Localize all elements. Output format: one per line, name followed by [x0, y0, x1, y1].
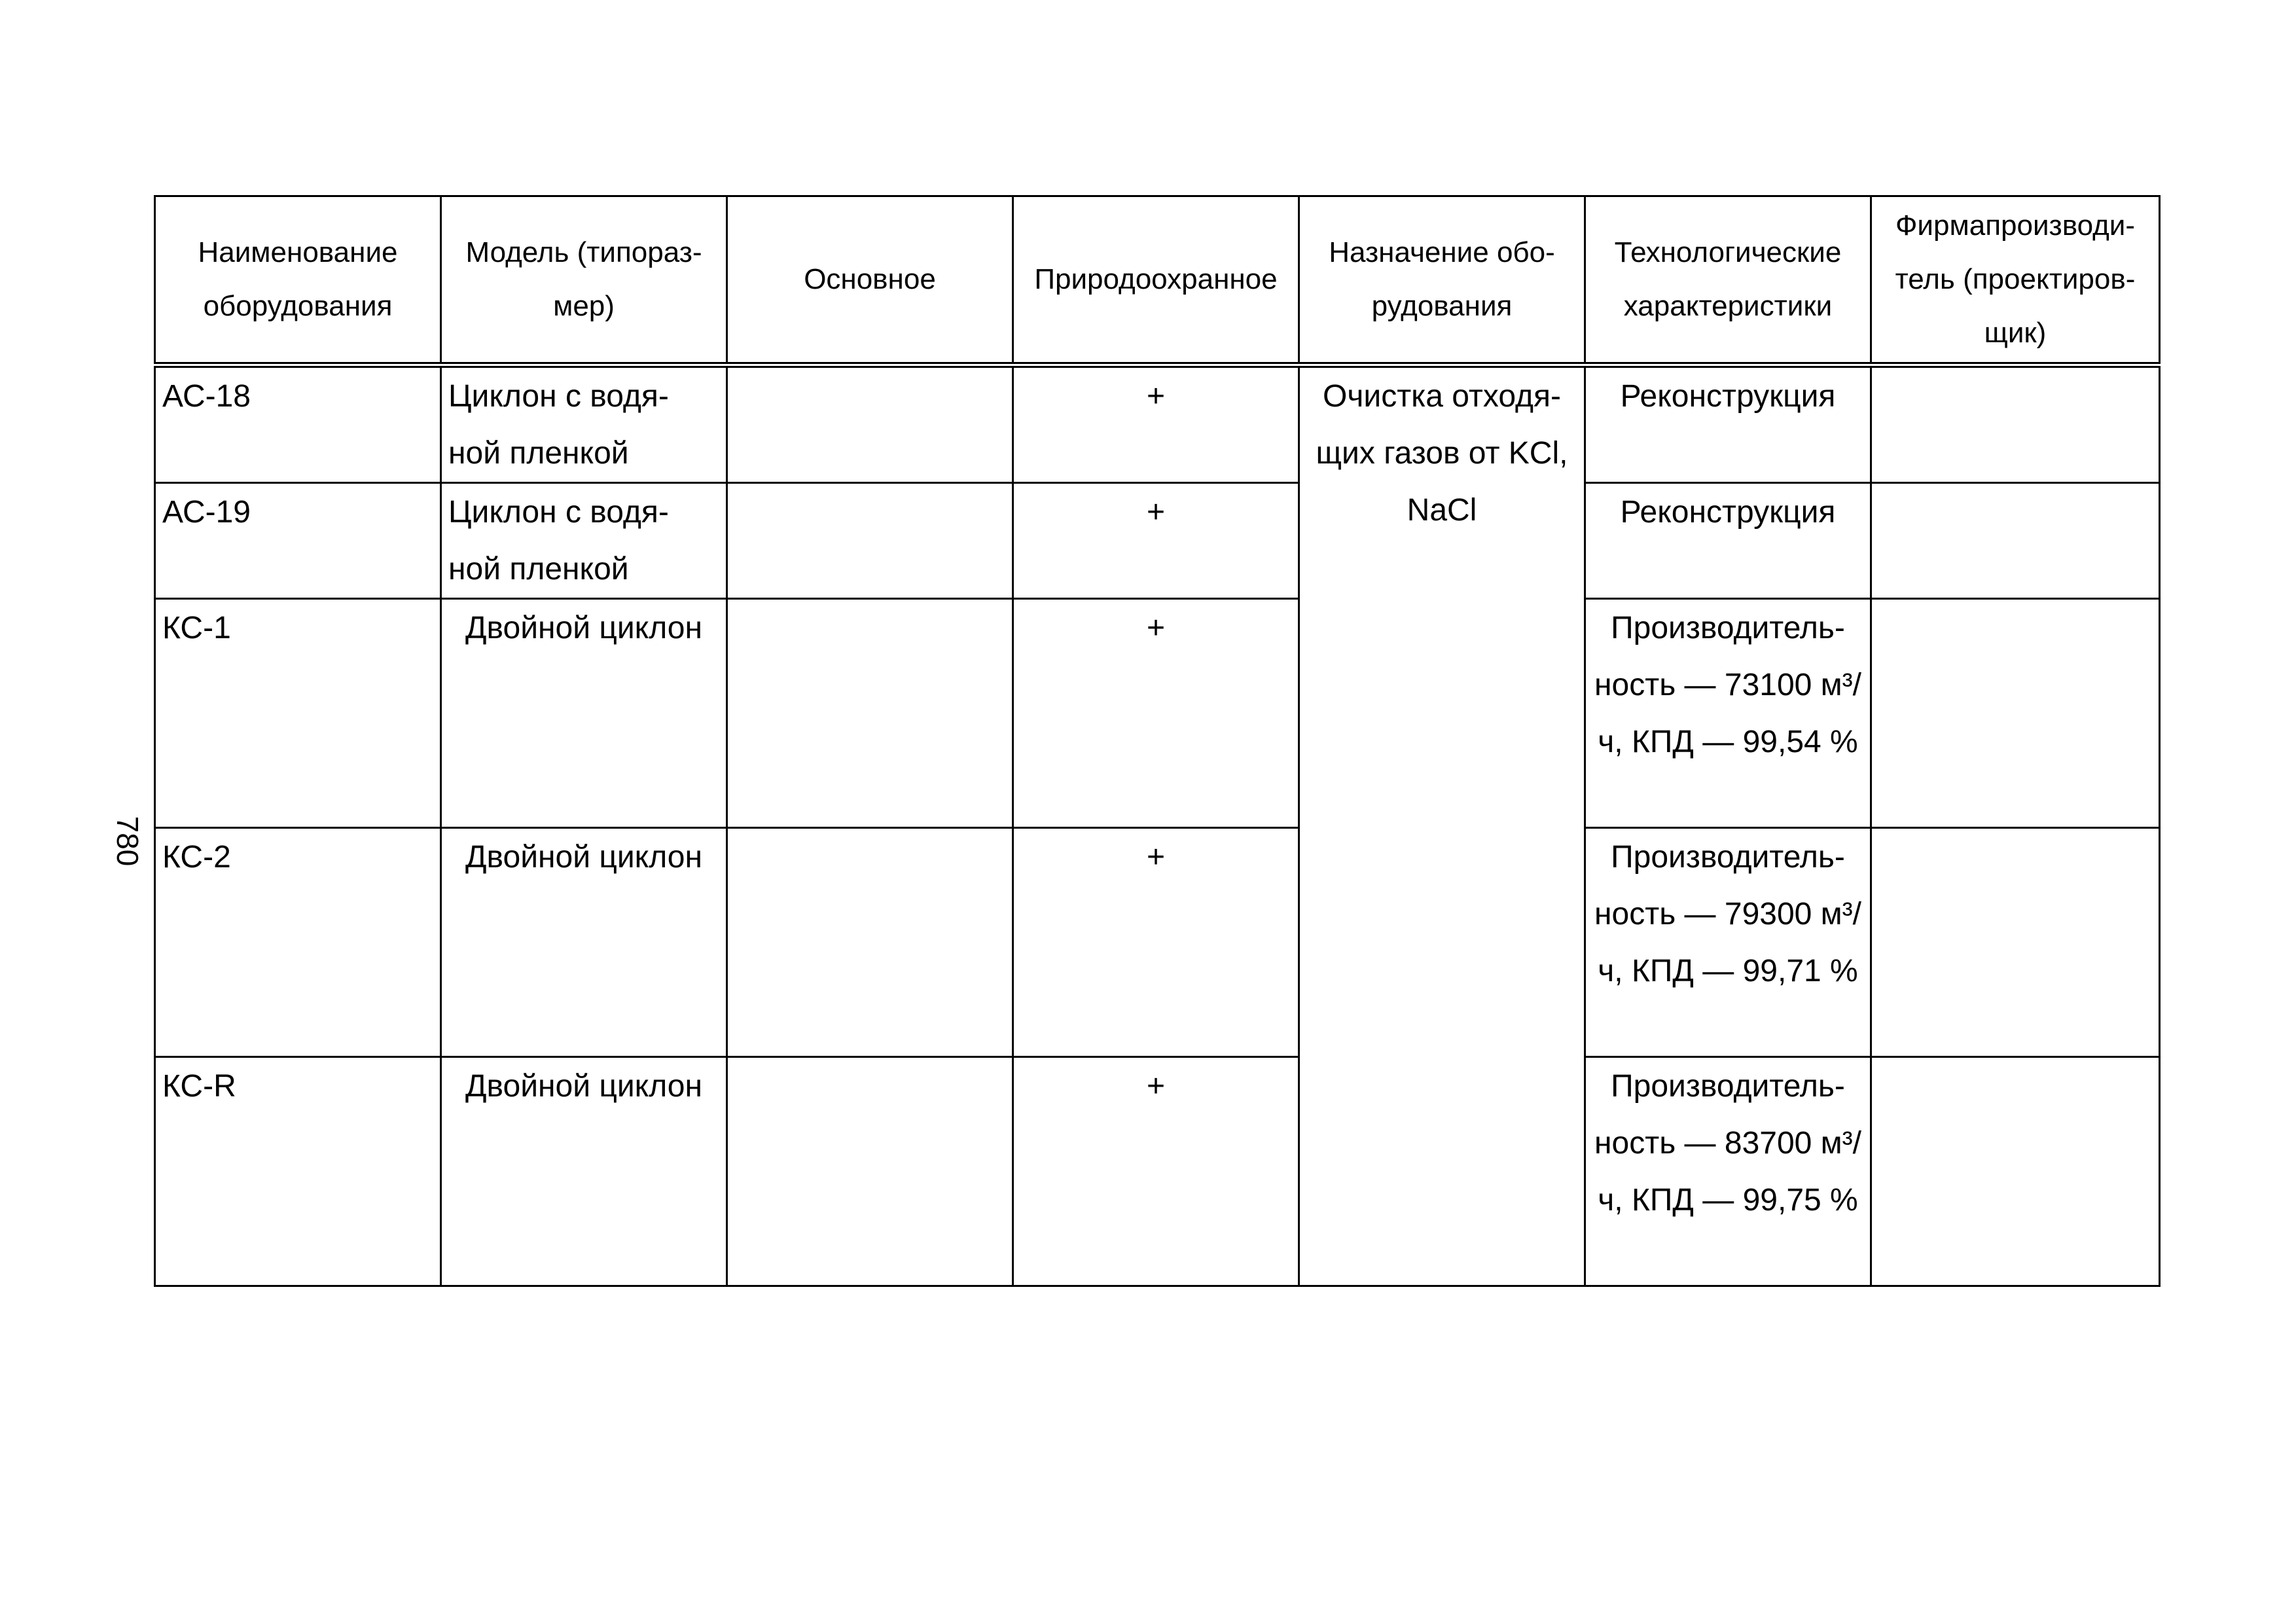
cell-environmental: +	[1013, 483, 1299, 599]
cell-model: Двойной циклон	[441, 1057, 727, 1286]
header-equipment-name: Наименование оборудования	[155, 196, 441, 365]
cell-main	[727, 828, 1013, 1057]
cell-main	[727, 1057, 1013, 1286]
cell-equipment-name: КС-1	[155, 599, 441, 828]
table-body	[155, 365, 2160, 1286]
cell-equipment-name: КС-2	[155, 828, 441, 1057]
cell-main	[727, 483, 1013, 599]
cell-model: Двойной циклон	[441, 828, 727, 1057]
page-number: 780	[111, 816, 145, 867]
header-row	[155, 196, 2160, 365]
cell-manufacturer	[1871, 365, 2160, 483]
header-manufacturer: Фирмапроизводи-тель (проектиров-щик)	[1871, 196, 2160, 365]
table-row	[155, 828, 2160, 1057]
table-header	[155, 196, 2160, 365]
cell-environmental: +	[1013, 1057, 1299, 1286]
cell-manufacturer	[1871, 599, 2160, 828]
cell-characteristics: Производитель-ность — 83700 м³/ч, КПД — 99,75 %	[1585, 1057, 1871, 1286]
cell-manufacturer	[1871, 1057, 2160, 1286]
cell-characteristics: Реконструкция	[1585, 365, 1871, 483]
cell-model: Циклон с водя-ной пленкой	[441, 483, 727, 599]
cell-equipment-name: КС-R	[155, 1057, 441, 1286]
cell-equipment-name: АС-18	[155, 365, 441, 483]
cell-characteristics: Производитель-ность — 73100 м³/ч, КПД — 99,54 %	[1585, 599, 1871, 828]
cell-equipment-name: АС-19	[155, 483, 441, 599]
equipment-table	[154, 195, 2161, 1287]
cell-environmental: +	[1013, 365, 1299, 483]
cell-characteristics: Производитель-ность — 79300 м³/ч, КПД — 99,71 %	[1585, 828, 1871, 1057]
cell-characteristics: Реконструкция	[1585, 483, 1871, 599]
header-model: Модель (типораз-мер)	[441, 196, 727, 365]
header-main: Основное	[727, 196, 1013, 365]
cell-main	[727, 599, 1013, 828]
cell-manufacturer	[1871, 483, 2160, 599]
cell-main	[727, 365, 1013, 483]
cell-purpose-merged: Очистка отходя-щих газов от KCl, NaCl	[1299, 365, 1585, 1286]
cell-environmental: +	[1013, 599, 1299, 828]
table-row	[155, 1057, 2160, 1286]
cell-manufacturer	[1871, 828, 2160, 1057]
cell-environmental: +	[1013, 828, 1299, 1057]
cell-model: Циклон с водя-ной пленкой	[441, 365, 727, 483]
table-row	[155, 599, 2160, 828]
cell-model: Двойной циклон	[441, 599, 727, 828]
header-purpose: Назначение обо-рудования	[1299, 196, 1585, 365]
table-row	[155, 483, 2160, 599]
header-environmental: Природоохранное	[1013, 196, 1299, 365]
table-row	[155, 365, 2160, 483]
header-characteristics: Технологические характеристики	[1585, 196, 1871, 365]
